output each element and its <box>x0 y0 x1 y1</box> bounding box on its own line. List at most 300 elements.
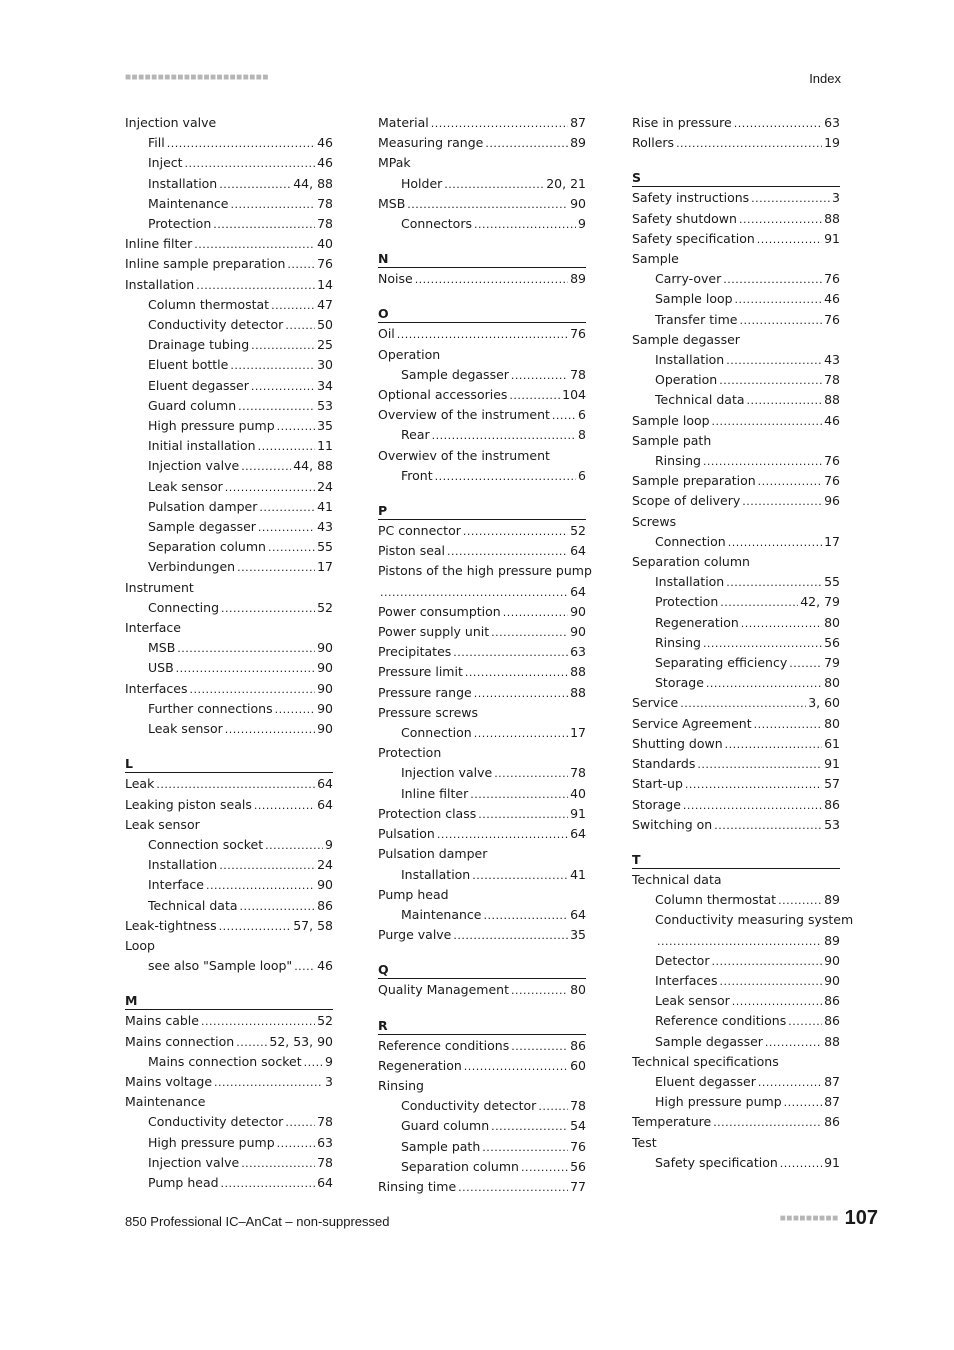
index-entry <box>378 844 586 864</box>
entry-term: Interfaces <box>125 680 188 696</box>
entry-page-ref: 6 <box>578 407 586 423</box>
entry-term: Inline filter <box>125 236 193 252</box>
entry-term: Further connections <box>148 700 273 716</box>
index-section <box>125 754 333 976</box>
entry-page-ref: 78 <box>824 372 840 388</box>
index-section <box>378 501 592 945</box>
entry-term: Technical data <box>148 897 238 913</box>
entry-term: Rise in pressure <box>632 115 732 130</box>
dot-leader <box>294 956 315 976</box>
entry-page-ref: 80 <box>824 614 840 630</box>
index-subentry <box>632 991 840 1011</box>
dot-leader <box>758 1072 822 1092</box>
entry-page-ref: 44, 88 <box>293 175 333 191</box>
entry-term: Transfer time <box>655 311 738 327</box>
index-entry <box>632 754 840 774</box>
entry-term: Instrument <box>125 579 194 595</box>
entry-page-ref: 52 <box>317 599 333 615</box>
index-entry <box>632 512 840 532</box>
entry-term: Pistons of the high pressure pump <box>378 563 592 579</box>
entry-page-ref: 78 <box>317 195 333 211</box>
index-entry <box>125 936 333 956</box>
index-entry <box>632 471 840 491</box>
entry-term: Injection valve <box>401 765 493 781</box>
entry-page-ref: 52 <box>317 1013 333 1029</box>
entry-term: Power supply unit <box>378 624 490 640</box>
index-entry <box>378 133 586 153</box>
dot-leader <box>447 541 568 561</box>
index-entry <box>632 209 840 229</box>
index-entry <box>378 582 586 602</box>
entry-page-ref: 88 <box>824 210 840 226</box>
entry-page-ref: 86 <box>317 897 333 913</box>
entry-page-ref: 90 <box>824 972 840 988</box>
entry-page-ref: 87 <box>824 1094 840 1110</box>
dot-leader <box>726 572 822 592</box>
entry-term: Temperature <box>632 1114 712 1130</box>
dot-leader <box>464 1056 568 1076</box>
entry-term: Injection valve <box>125 115 217 130</box>
entry-term: Sample loop <box>655 291 733 307</box>
index-entry <box>378 153 586 173</box>
entry-page-ref: 17 <box>824 533 840 549</box>
index-subentry <box>378 466 586 486</box>
dot-leader <box>265 835 323 855</box>
dot-leader <box>739 310 822 330</box>
index-entry <box>125 1032 333 1052</box>
entry-page-ref: 89 <box>824 892 840 908</box>
index-subentry <box>632 1092 840 1112</box>
entry-term: Service <box>632 695 679 711</box>
index-entry <box>378 324 586 344</box>
entry-term: Rinsing <box>655 453 701 469</box>
index-column-2 <box>378 113 592 1197</box>
index-entry <box>378 703 586 723</box>
dot-leader <box>503 602 568 622</box>
entry-term: Reference conditions <box>655 1013 787 1029</box>
index-subentry <box>378 1157 586 1177</box>
dot-leader <box>725 734 822 754</box>
entry-term: Leak <box>125 776 155 792</box>
entry-page-ref: 35 <box>317 418 333 434</box>
index-subentry <box>125 1173 333 1193</box>
index-subentry <box>632 633 840 653</box>
entry-page-ref: 17 <box>570 725 586 741</box>
entry-term: Material <box>378 115 429 130</box>
dot-leader <box>225 719 315 739</box>
dot-leader <box>407 194 568 214</box>
entry-page-ref: 78 <box>317 216 333 232</box>
section-letter: S <box>632 168 840 187</box>
index-entry <box>632 1133 840 1153</box>
entry-term: Column thermostat <box>148 296 270 312</box>
index-subentry <box>632 931 840 951</box>
dot-leader <box>706 673 822 693</box>
index-column-1 <box>125 113 333 1193</box>
index-subentry <box>125 1133 333 1153</box>
dot-leader <box>470 784 568 804</box>
entry-page-ref: 86 <box>824 1114 840 1130</box>
index-entry <box>632 133 840 153</box>
entry-term: Conductivity detector <box>148 317 284 333</box>
index-subentry <box>125 835 333 855</box>
entry-page-ref: 64 <box>570 906 586 922</box>
entry-page-ref: 19 <box>824 135 840 151</box>
entry-page-ref: 78 <box>317 1154 333 1170</box>
entry-term: Leak sensor <box>148 721 223 737</box>
entry-term: Leak sensor <box>125 816 200 832</box>
entry-page-ref: 55 <box>824 574 840 590</box>
index-subentry <box>632 370 840 390</box>
dot-leader <box>238 396 315 416</box>
dot-leader <box>789 653 822 673</box>
entry-page-ref: 40 <box>570 785 586 801</box>
dot-leader <box>778 890 822 910</box>
entry-term: Leaking piston seals <box>125 796 252 812</box>
dot-leader <box>304 1052 323 1072</box>
index-subentry <box>125 557 333 577</box>
entry-page-ref: 80 <box>824 715 840 731</box>
entry-page-ref: 52, 53, 90 <box>269 1033 333 1049</box>
entry-term: Installation <box>401 866 471 882</box>
index-subentry <box>125 396 333 416</box>
index-subentry <box>125 174 333 194</box>
entry-term: Operation <box>378 346 441 362</box>
entry-page-ref: 88 <box>824 392 840 408</box>
entry-page-ref: 42, 79 <box>800 594 840 610</box>
index-entry <box>125 234 333 254</box>
index-section <box>632 850 854 1173</box>
entry-page-ref: 90 <box>824 952 840 968</box>
dot-leader <box>703 451 822 471</box>
dot-leader <box>747 390 823 410</box>
index-entry <box>378 113 586 133</box>
entry-page-ref: 88 <box>570 664 586 680</box>
entry-term: Protection <box>148 216 212 232</box>
entry-term: Separation column <box>632 554 750 570</box>
index-subentry <box>125 153 333 173</box>
entry-page-ref: 90 <box>317 660 333 676</box>
entry-page-ref: 3, 60 <box>808 695 840 711</box>
entry-term: Protection <box>655 594 719 610</box>
entry-term: Inject <box>148 155 183 171</box>
entry-page-ref: 96 <box>824 493 840 509</box>
entry-term: Sample degasser <box>401 366 509 382</box>
section-letter: P <box>378 501 586 520</box>
index-subentry <box>632 310 840 330</box>
dot-leader <box>719 971 822 991</box>
dot-leader <box>453 642 568 662</box>
dot-leader <box>214 1072 323 1092</box>
index-entry <box>125 254 333 274</box>
index-entry <box>125 1011 333 1031</box>
dot-leader <box>788 1011 822 1031</box>
entry-page-ref: 76 <box>824 473 840 489</box>
entry-page-ref: 47 <box>317 296 333 312</box>
entry-term: Eluent degasser <box>148 377 249 393</box>
entry-page-ref: 104 <box>562 387 586 403</box>
index-subentry <box>125 376 333 396</box>
dot-leader <box>478 804 568 824</box>
index-entry <box>378 269 586 289</box>
entry-term: Regeneration <box>655 614 739 630</box>
entry-page-ref: 89 <box>570 135 586 151</box>
entry-page-ref: 46 <box>317 155 333 171</box>
dot-leader <box>176 658 315 678</box>
section-letter: T <box>632 850 840 869</box>
index-entry <box>378 804 586 824</box>
index-entry <box>632 774 840 794</box>
entry-page-ref: 3 <box>832 190 840 206</box>
entry-page-ref: 78 <box>570 765 586 781</box>
entry-term: Reference conditions <box>378 1037 510 1053</box>
entry-page-ref: 14 <box>317 276 333 292</box>
dot-leader <box>156 774 315 794</box>
index-entry <box>378 642 586 662</box>
entry-page-ref: 53 <box>317 397 333 413</box>
index-subentry <box>378 365 586 385</box>
entry-term: Pressure screws <box>378 704 479 720</box>
entry-page-ref: 46 <box>317 958 333 974</box>
entry-term: PC connector <box>378 523 461 539</box>
dot-leader <box>741 613 822 633</box>
dot-leader <box>720 592 798 612</box>
dot-leader <box>458 1177 568 1197</box>
entry-page-ref: 86 <box>824 993 840 1009</box>
index-subentry <box>378 1096 586 1116</box>
entry-term: Installation <box>655 352 725 368</box>
dot-leader <box>732 991 822 1011</box>
entry-page-ref: 3 <box>325 1073 333 1089</box>
entry-page-ref: 91 <box>824 230 840 246</box>
entry-page-ref: 89 <box>824 932 840 948</box>
entry-term: Eluent degasser <box>655 1073 756 1089</box>
entry-page-ref: 90 <box>317 700 333 716</box>
dot-leader <box>287 254 315 274</box>
dot-leader <box>757 229 822 249</box>
entry-term: Storage <box>632 796 681 812</box>
index-subentry <box>632 910 854 930</box>
index-subentry <box>632 613 840 633</box>
index-entry <box>378 194 586 214</box>
entry-page-ref: 63 <box>824 115 840 130</box>
entry-term: Service Agreement <box>632 715 752 731</box>
index-entry <box>632 1052 840 1072</box>
entry-term: Technical data <box>632 871 722 887</box>
section-letter: Q <box>378 960 586 979</box>
entry-term: Precipitates <box>378 644 452 660</box>
entry-term: Test <box>632 1134 657 1150</box>
index-entry <box>632 1112 840 1132</box>
dot-leader <box>511 980 568 1000</box>
entry-term: Switching on <box>632 816 713 832</box>
entry-term: Rollers <box>632 135 675 151</box>
dot-leader <box>780 1153 822 1173</box>
entry-term: High pressure pump <box>148 418 275 434</box>
dot-leader <box>751 188 830 208</box>
index-entry <box>378 1036 586 1056</box>
entry-term: Installation <box>655 574 725 590</box>
entry-term: Mains connection <box>125 1033 235 1049</box>
dot-leader <box>474 214 576 234</box>
entry-page-ref: 64 <box>570 826 586 842</box>
entry-term: Connection socket <box>148 836 264 852</box>
dot-leader <box>194 234 315 254</box>
entry-term: Connection <box>655 533 726 549</box>
entry-page-ref: 76 <box>824 271 840 287</box>
index-subentry <box>632 1011 840 1031</box>
entry-page-ref: 46 <box>824 412 840 428</box>
index-subentry <box>632 451 840 471</box>
dot-leader <box>482 1137 568 1157</box>
entry-page-ref: 90 <box>317 640 333 656</box>
dot-leader <box>735 289 823 309</box>
dot-leader <box>225 477 315 497</box>
index-subentry <box>632 572 840 592</box>
dot-leader <box>268 537 315 557</box>
dot-leader <box>463 521 568 541</box>
page-number: 107 <box>844 1207 878 1229</box>
entry-page-ref: 43 <box>824 352 840 368</box>
entry-term: Mains connection socket <box>148 1053 302 1069</box>
index-subentry <box>378 865 586 885</box>
index-subentry <box>632 951 840 971</box>
entry-term: Conductivity detector <box>401 1098 537 1114</box>
entry-term: Pump head <box>378 886 449 902</box>
entry-term: Leak sensor <box>655 993 730 1009</box>
entry-page-ref: 63 <box>317 1134 333 1150</box>
dot-leader <box>676 133 822 153</box>
dot-leader <box>739 209 822 229</box>
dot-leader <box>713 1112 822 1132</box>
index-entry <box>632 552 840 572</box>
entry-page-ref: 77 <box>570 1178 586 1194</box>
entry-term: Purge valve <box>378 927 452 943</box>
dot-leader <box>765 1032 822 1052</box>
index-subentry <box>632 971 840 991</box>
dot-leader <box>254 795 315 815</box>
entry-page-ref: 24 <box>317 857 333 873</box>
dot-leader <box>683 795 822 815</box>
index-section <box>632 168 840 835</box>
index-subentry <box>125 598 333 618</box>
dot-leader <box>472 865 568 885</box>
entry-term: Separation column <box>401 1158 519 1174</box>
entry-term: Fill <box>148 135 165 151</box>
entry-page-ref: 6 <box>578 467 586 483</box>
dot-leader <box>219 174 291 194</box>
index-entry <box>378 561 592 581</box>
entry-page-ref: 88 <box>824 1033 840 1049</box>
index-subentry <box>125 214 333 234</box>
dot-leader <box>221 598 315 618</box>
entry-term: Connection <box>401 725 472 741</box>
dot-leader <box>275 699 316 719</box>
entry-term: Noise <box>378 271 413 287</box>
header-decoration: ■■■■■■■■■■■■■■■■■■■■■■ <box>125 72 269 83</box>
index-subentry <box>632 390 840 410</box>
index-subentry <box>378 905 586 925</box>
index-subentry <box>125 719 333 739</box>
dot-leader <box>201 1011 315 1031</box>
dot-leader <box>251 335 315 355</box>
dot-leader <box>380 582 568 602</box>
index-entry <box>632 188 840 208</box>
entry-page-ref: 64 <box>317 1174 333 1190</box>
entry-term: Installation <box>148 857 218 873</box>
index-entry <box>632 693 840 713</box>
dot-leader <box>177 638 315 658</box>
index-subentry <box>378 425 586 445</box>
entry-page-ref: 76 <box>824 311 840 327</box>
running-header-title: Index <box>809 71 841 86</box>
dot-leader <box>435 466 576 486</box>
index-section <box>378 960 586 1000</box>
entry-page-ref: 87 <box>570 115 586 130</box>
entry-page-ref: 35 <box>570 927 586 943</box>
dot-leader <box>241 1153 315 1173</box>
dot-leader <box>189 679 315 699</box>
dot-leader <box>259 497 315 517</box>
dot-leader <box>728 532 822 552</box>
entry-page-ref: 60 <box>570 1057 586 1073</box>
index-entry <box>632 795 840 815</box>
dot-leader <box>196 275 315 295</box>
entry-page-ref: 91 <box>824 1154 840 1170</box>
entry-page-ref: 30 <box>317 357 333 373</box>
entry-term: Sample preparation <box>632 473 756 489</box>
dot-leader <box>538 1096 568 1116</box>
entry-page-ref: 76 <box>570 1138 586 1154</box>
index-entry <box>125 113 333 133</box>
index-subentry <box>632 673 840 693</box>
entry-page-ref: 56 <box>570 1158 586 1174</box>
index-entry <box>378 622 586 642</box>
entry-term: Safety specification <box>632 230 755 246</box>
dot-leader <box>485 133 568 153</box>
section-letter: N <box>378 249 586 268</box>
entry-term: Detector <box>655 952 710 968</box>
entry-page-ref: 8 <box>578 427 586 443</box>
entry-term: Installation <box>148 175 218 191</box>
dot-leader <box>734 113 822 133</box>
dot-leader <box>237 557 315 577</box>
entry-page-ref: 90 <box>570 624 586 640</box>
dot-leader <box>453 925 568 945</box>
section-letter: R <box>378 1016 586 1035</box>
index-subentry <box>125 295 333 315</box>
index-section <box>378 304 586 486</box>
entry-term: Initial installation <box>148 438 256 454</box>
index-subentry <box>632 350 840 370</box>
entry-term: Eluent bottle <box>148 357 229 373</box>
index-entry <box>378 521 586 541</box>
entry-term: Maintenance <box>148 195 229 211</box>
entry-term: Inline sample preparation <box>125 256 286 272</box>
entry-term: Holder <box>401 175 443 191</box>
entry-page-ref: 9 <box>578 216 586 232</box>
index-entry <box>378 446 586 466</box>
entry-page-ref: 24 <box>317 478 333 494</box>
entry-page-ref: 80 <box>570 982 586 998</box>
index-entry <box>378 1076 586 1096</box>
index-entry <box>632 249 840 269</box>
index-subentry <box>125 194 333 214</box>
entry-term: Shutting down <box>632 735 723 751</box>
dot-leader <box>511 1036 568 1056</box>
entry-term: Oil <box>378 326 395 342</box>
entry-page-ref: 86 <box>824 796 840 812</box>
